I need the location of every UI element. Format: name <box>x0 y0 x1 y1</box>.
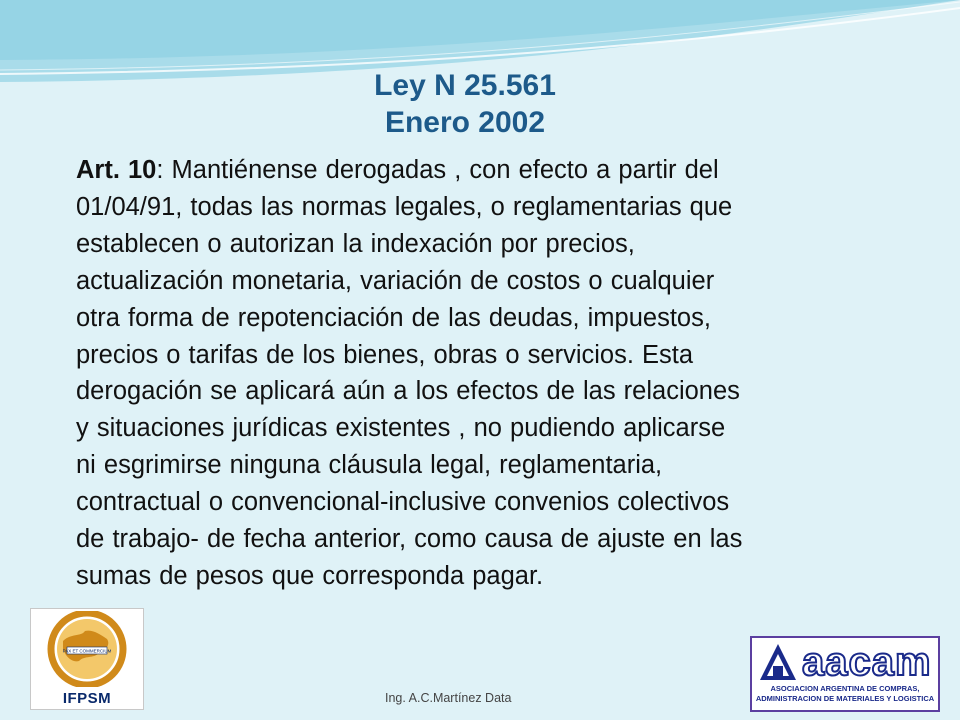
article-line: 01/04/91, todas las normas legales, o reglamentarias que <box>76 192 733 221</box>
article-line: otra forma de repotenciación de las deudas, impuestos, <box>76 303 711 332</box>
slide-title: Ley N 25.561 <box>374 69 556 102</box>
article-line: establecen o autorizan la indexación por precios, <box>76 229 635 258</box>
globe-icon <box>41 611 133 687</box>
article-line: ni esgrimirse ninguna cláusula legal, reglamentaria, <box>76 451 663 480</box>
article-line: sumas de pesos que corresponda pagar. <box>76 561 544 590</box>
logo-motto: PAX ET COMMERCIUM <box>62 648 112 654</box>
aacam-logo <box>750 636 940 712</box>
pyramid-icon <box>758 642 798 682</box>
article-line: Art. 10: Mantiénense derogadas , con efecto a partir del <box>76 156 719 184</box>
slide-subtitle-date: Enero 2002 <box>384 106 546 139</box>
ifpsm-logo-name: IFPSM <box>62 690 112 707</box>
article-line: y situaciones jurídicas existentes , no pudiendo aplicarse <box>76 414 726 443</box>
article-line: derogación se aplicará aún a los efectos de las relaciones <box>76 377 740 406</box>
article-line: actualización monetaria, variación de costos o cualquier <box>76 266 715 295</box>
article-text <box>76 152 926 595</box>
footer-author: Ing. A.C.Martínez Data <box>385 691 512 705</box>
article-line: de trabajo- de fecha anterior, como causa de ajuste en las <box>76 525 743 554</box>
ifpsm-logo <box>30 608 144 710</box>
article-line: precios o tarifas de los bienes, obras o servicios. Esta <box>76 340 694 369</box>
aacam-logo-subtitle: ASOCIACION ARGENTINA DE COMPRAS, ADMINISTRACION DE MATERIALES Y LOGISTICA <box>755 684 935 703</box>
article-label: Art. 10 <box>76 156 157 184</box>
aacam-logo-word: aacam <box>802 640 932 684</box>
article-line: contractual o convencional-inclusive convenios colectivos <box>76 488 730 517</box>
